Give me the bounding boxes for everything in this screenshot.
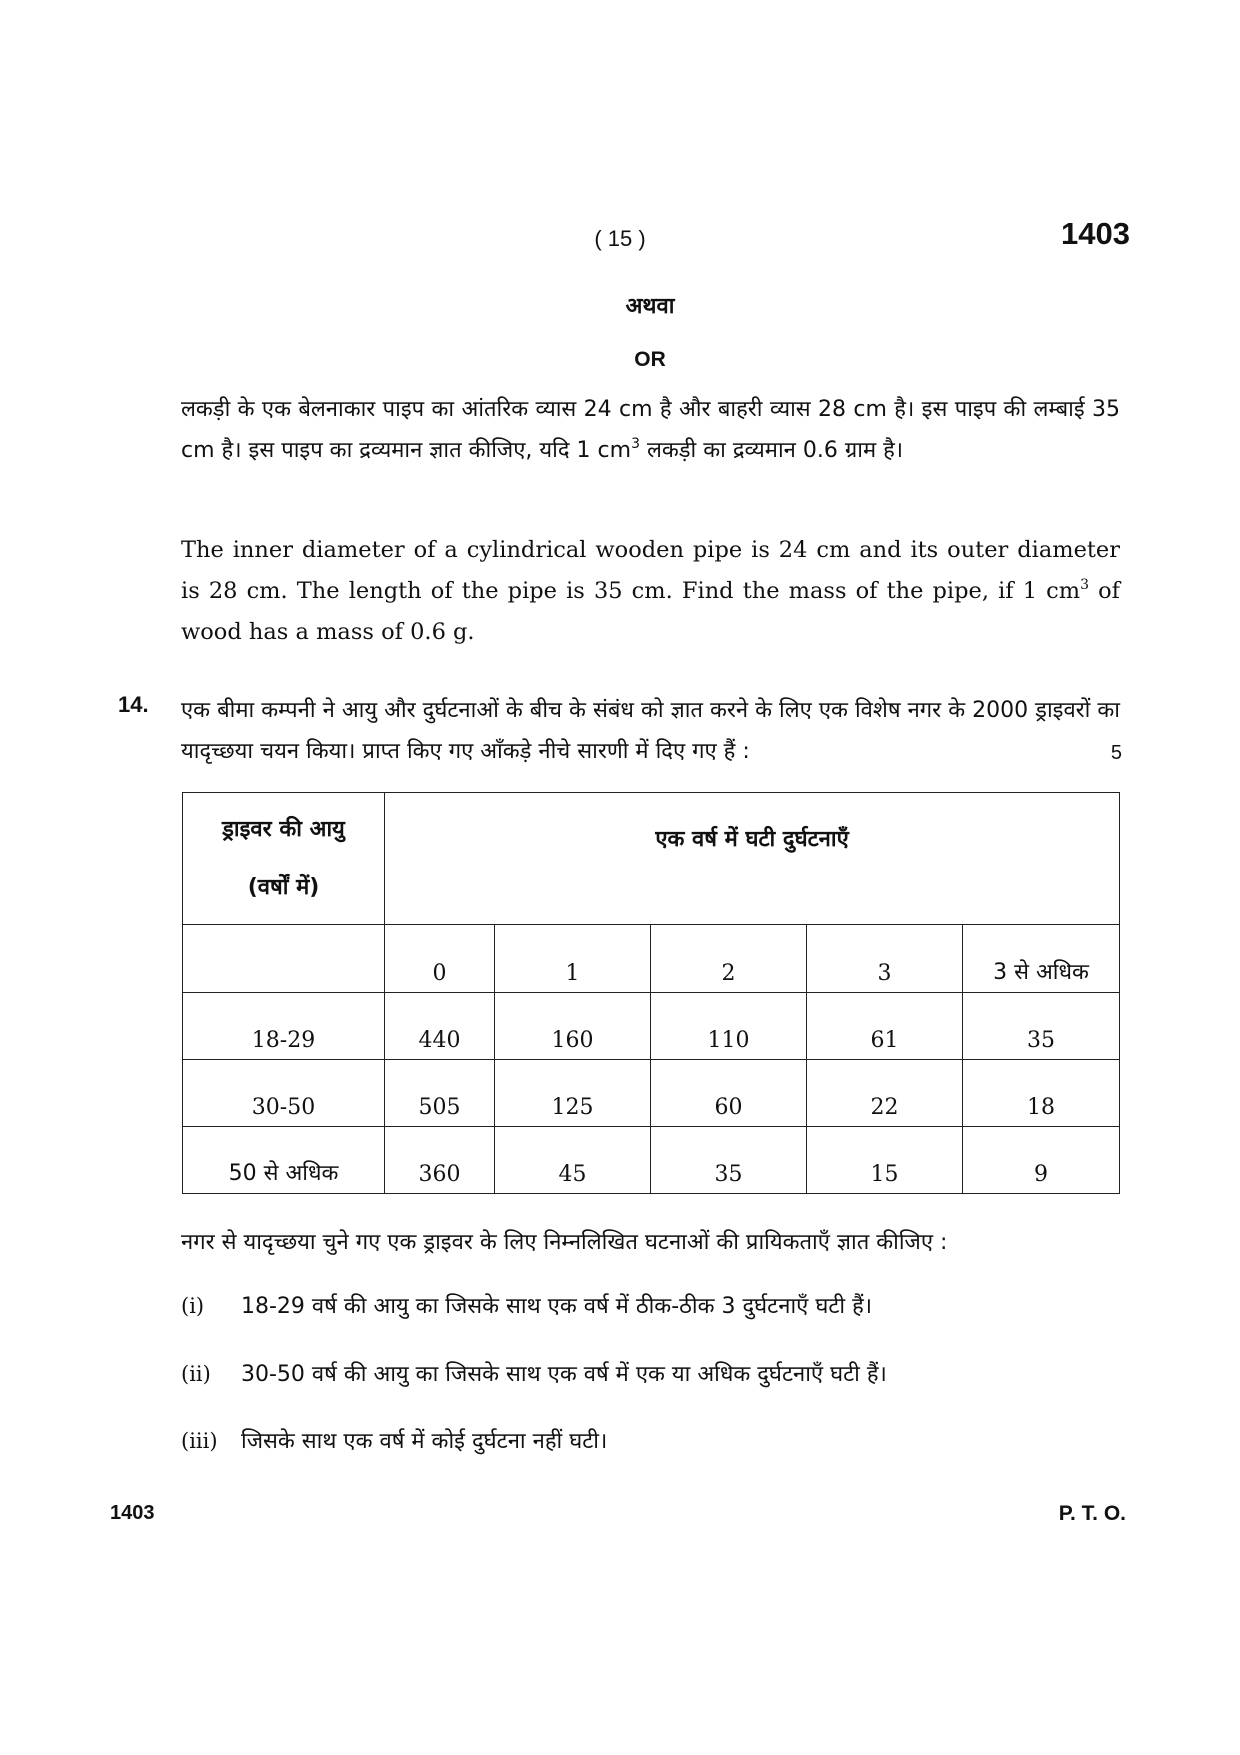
table-cell: 15 [807,1127,963,1194]
sub-question-label: (iii) [181,1429,218,1453]
age-cell: 18-29 [183,993,385,1060]
table-row [183,1060,1120,1127]
table-cell: 35 [963,993,1120,1060]
table-row [183,993,1120,1060]
table-cell: 60 [651,1060,807,1127]
table-cell: 18 [963,1060,1120,1127]
instruction-text: नगर से यादृच्छया चुने गए एक ड्राइवर के लिए निम्नलिखित घटनाओं की प्रायिकताएँ ज्ञात कीजिए : [181,1230,948,1255]
table-cell: 440 [385,993,495,1060]
table-cell: 160 [495,993,651,1060]
sub-question-label: (ii) [181,1362,211,1386]
table-cell: 505 [385,1060,495,1127]
accidents-header: एक वर्ष में घटी दुर्घटनाएँ [385,793,1120,925]
table-cell: 45 [495,1127,651,1194]
table-cell: 110 [651,993,807,1060]
table-cell: 61 [807,993,963,1060]
age-cell: 50 से अधिक [183,1127,385,1194]
paper-code-header: 1403 [1061,216,1130,251]
table-cell: 360 [385,1127,495,1194]
column-header: 0 [385,925,495,993]
table-cell-empty [183,925,385,993]
page-number: ( 15 ) [594,226,646,251]
or-label-english: OR [634,348,666,371]
sub-question-text: जिसके साथ एक वर्ष में कोई दुर्घटना नहीं घटी। [241,1429,608,1454]
sub-question-text: 30-50 वर्ष की आयु का जिसके साथ एक वर्ष में एक या अधिक दुर्घटनाएँ घटी हैं। [241,1362,887,1387]
column-header: 3 [807,925,963,993]
footer-pto: P. T. O. [1058,1502,1126,1525]
age-cell: 30-50 [183,1060,385,1127]
marks: 5 [1110,742,1122,764]
accident-table [182,792,1120,1194]
table-subheader-row [183,925,1120,993]
table-header-row [183,793,1120,925]
age-column-header: ड्राइवर की आयु (वर्षों में) [183,793,385,925]
table-cell: 22 [807,1060,963,1127]
table-row [183,1127,1120,1194]
or-label-hindi: अथवा [625,294,675,319]
column-header: 3 से अधिक [963,925,1120,993]
column-header: 2 [651,925,807,993]
table-cell: 125 [495,1060,651,1127]
sub-question-text: 18-29 वर्ष की आयु का जिसके साथ एक वर्ष में ठीक-ठीक 3 दुर्घटनाएँ घटी हैं। [241,1294,873,1319]
column-header: 1 [495,925,651,993]
table-cell: 9 [963,1127,1120,1194]
sub-question [181,1290,1120,1320]
table-cell: 35 [651,1127,807,1194]
question-english-text: The inner diameter of a cylindrical wooden pipe is 24 cm and its outer diameter is 28 cm. The length of the pipe is 35 cm. Find the mass of the pipe, if 1 $cm^3$ of wood has a mass of 0.6 g. [181,537,1120,645]
question-14-text: एक बीमा कम्पनी ने आयु और दुर्घटनाओं के बीच के संबंध को ज्ञात करने के लिए एक विशेष नगर के 2000 ड्राइवरों का यादृच्छया चयन किया। प्राप्त किए गए आँकड़े नीचे सारणी में दिए गए हैं : [181,698,1120,764]
sub-question [181,1358,1120,1388]
question-number: 14. [118,692,149,717]
sub-question [181,1425,1120,1455]
footer-paper-code: 1403 [110,1502,155,1524]
question-hindi-text: लकड़ी के एक बेलनाकार पाइप का आंतरिक व्यास 24 cm है और बाहरी व्यास 28 cm है। इस पाइप की लम्बाई 35 cm है। इस पाइप का द्रव्यमान ज्ञात कीजिए, यदि 1 $cm^3$ लकड़ी का द्रव्यमान 0.6 ग्राम है। [181,397,1120,463]
sub-question-label: (i) [181,1294,205,1318]
